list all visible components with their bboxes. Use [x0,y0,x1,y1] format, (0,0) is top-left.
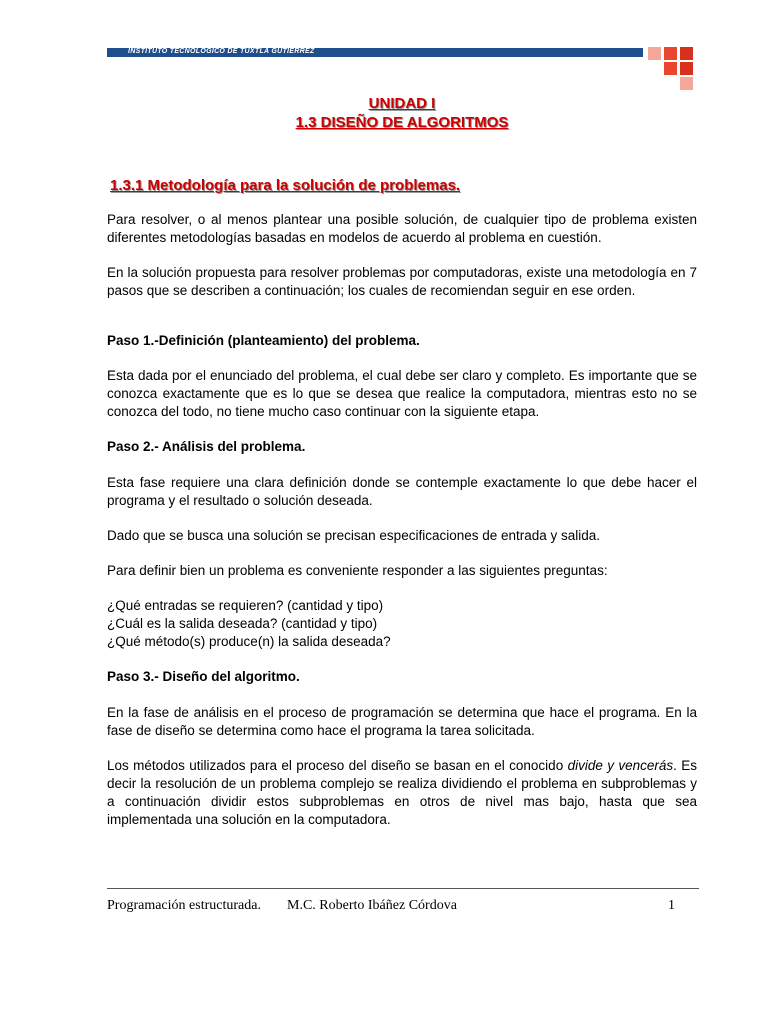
topic-title: 1.3 DISEÑO DE ALGORITMOS [295,114,509,131]
step3-text-b: . Es decir la resolución de un problema complejo se realiza dividiendo el problema en subproblemas y a continuación dividir estos subproblemas en otros de nivel mas bajo, hasta que sea implementada una solución en la computadora. [107,758,697,827]
step2-paragraph-1: Esta fase requiere una clara definición donde se contemple exactamente lo que debe hacer el programa y el resultado o solución deseada. [107,475,697,508]
step3-paragraph-2 [107,757,697,829]
step3-text-a: Los métodos utilizados para el proceso del diseño se basan en el conocido [107,758,568,773]
intro-paragraph-2: En la solución propuesta para resolver problemas por computadoras, existe una metodología en 7 pasos que se describen a continuación; los cuales de recomiendan seguir en ese orden. [107,265,697,298]
step3-heading: Paso 3.- Diseño del algoritmo. [107,669,300,684]
unit-title: UNIDAD I [368,95,436,112]
step2-paragraph-2: Dado que se busca una solución se precisan especificaciones de entrada y salida. [107,528,601,543]
footer-course: Programación estructurada. [107,898,261,913]
footer-author: M.C. Roberto Ibáñez Córdova [287,898,457,913]
step2-heading: Paso 2.- Análisis del problema. [107,439,306,454]
question-item: ¿Qué entradas se requieren? (cantidad y tipo) [107,598,384,613]
step3-paragraph-1: En la fase de análisis en el proceso de programación se determina que hace el programa. En la fase de diseño se determina como hace el programa la tarea solicitada. [107,705,697,738]
footer-divider [107,888,699,889]
intro-paragraph-1: Para resolver, o al menos plantear una posible solución, de cualquier tipo de problema existen diferentes metodologías basadas en modelos de acuerdo al problema en cuestión. [107,212,697,245]
document-body [107,211,697,829]
question-list [107,597,697,651]
step3-emphasis: divide y vencerás [567,758,674,773]
document-titles [107,94,697,132]
step1-heading: Paso 1.-Definición (planteamiento) del problema. [107,333,420,348]
step1-paragraph: Esta dada por el enunciado del problema, el cual debe ser claro y completo. Es importante que se conozca exactamente que es lo que se desea que realice la computadora, mientras esto no se conozca del todo, no tiene mucho caso continuar con la siguiente etapa. [107,368,697,419]
question-item: ¿Cuál es la salida deseada? (cantidad y tipo) [107,616,378,631]
page-number: 1 [668,898,675,913]
institute-name: INSTITUTO TECNOLÓGICO DE TUXTLA GUTIÉRREZ [128,48,315,55]
step2-paragraph-3: Para definir bien un problema es conveniente responder a las siguientes preguntas: [107,563,608,578]
question-item: ¿Qué método(s) produce(n) la salida deseada? [107,634,391,649]
institute-logo [648,45,696,93]
section-heading: 1.3.1 Metodología para la solución de problemas. [110,177,461,194]
